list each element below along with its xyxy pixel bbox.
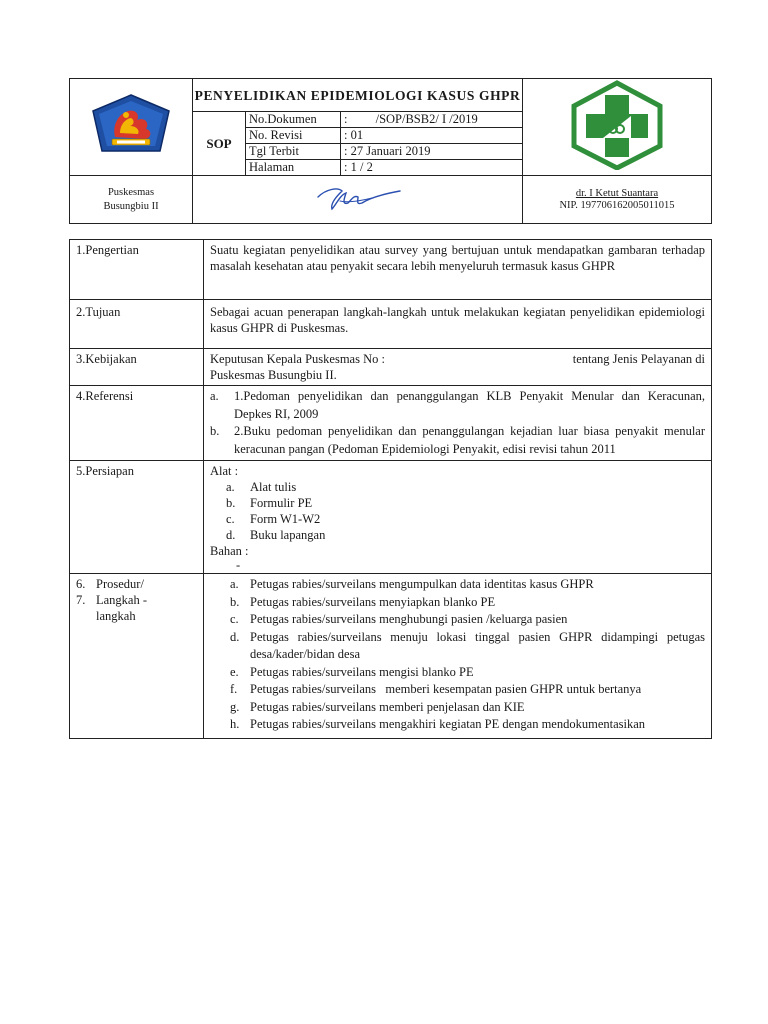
alat-list xyxy=(210,479,705,543)
list-item xyxy=(210,611,705,629)
section-pengertian xyxy=(70,240,712,300)
list-marker: c. xyxy=(226,512,235,526)
meta-label: No. Revisi xyxy=(246,128,341,144)
section-persiapan xyxy=(70,461,712,574)
meta-row xyxy=(246,112,522,128)
label-text: langkah xyxy=(96,609,136,623)
list-text: Petugas rabies/surveilans mengumpulkan data identitas kasus GHPR xyxy=(250,577,594,591)
label-number: 7. xyxy=(76,593,86,607)
list-text: Petugas rabies/surveilans menyiapkan blanko PE xyxy=(250,594,496,609)
list-text: Formulir PE xyxy=(250,496,313,510)
org-line1: Puskesmas xyxy=(107,186,155,198)
kebijakan-text-line2: Puskesmas Busungbiu II. xyxy=(210,368,337,382)
bahan-label: Bahan : xyxy=(210,544,249,558)
section-kebijakan xyxy=(70,349,712,386)
list-marker: b. xyxy=(210,424,220,438)
list-marker: d. xyxy=(230,629,240,644)
section-label: 1.Pengertian xyxy=(70,240,204,300)
list-marker: f. xyxy=(230,682,238,696)
section-referensi xyxy=(70,386,712,461)
list-text: Alat tulis xyxy=(250,480,297,494)
meta-row xyxy=(246,128,522,144)
meta-row xyxy=(246,160,522,176)
meta-row xyxy=(246,144,522,160)
section-text xyxy=(204,349,712,386)
list-text: Buku lapangan xyxy=(250,528,326,542)
list-item xyxy=(210,594,705,612)
org-name xyxy=(70,176,193,224)
section-list xyxy=(204,386,712,461)
list-marker: d. xyxy=(226,528,236,542)
list-item xyxy=(210,423,705,458)
sop-label: SOP xyxy=(193,112,246,176)
meta-label: Tgl Terbit xyxy=(246,144,341,160)
list-text: 2.Buku pedoman penyelidikan dan penanggulangan kejadian luar biasa penyakit menular keracunan pangan (Pedoman Epidemiologi Penyakit, edisi revisi tahun 2011 xyxy=(234,424,705,456)
signer-nip: NIP. 197706162005011015 xyxy=(559,199,675,211)
list-item xyxy=(210,681,705,699)
meta-value: : 27 Januari 2019 xyxy=(341,144,523,160)
list-item xyxy=(210,629,705,664)
list-text: Petugas rabies/surveilans mengakhiri kegiatan PE dengan mendokumentasikan xyxy=(250,717,646,731)
list-text: Petugas rabies/surveilans memberi penjelasan dan KIE xyxy=(250,699,525,714)
list-marker: c. xyxy=(230,612,239,626)
label-text: Prosedur/ xyxy=(96,577,144,591)
list-text: Petugas rabies/surveilans menuju lokasi tinggal pasien GHPR didampingi petugas desa/kader/bidan desa xyxy=(250,629,705,661)
section-label: 3.Kebijakan xyxy=(70,349,204,386)
list-marker: h. xyxy=(230,717,240,731)
section-label: 4.Referensi xyxy=(70,386,204,461)
meta-value: : 1 / 2 xyxy=(341,160,523,176)
signature-cell xyxy=(193,176,523,224)
left-logo-cell xyxy=(70,79,193,176)
list-text: Form W1-W2 xyxy=(250,512,321,526)
list-text: 1.Pedoman penyelidikan dan penanggulangan KLB Penyakit Menular dan Keracunan, Depkes RI, 2009 xyxy=(234,389,705,421)
list-marker: e. xyxy=(230,664,239,679)
section-list xyxy=(204,461,712,574)
label-text: Langkah - xyxy=(96,593,148,607)
section-list xyxy=(204,574,712,739)
list-item xyxy=(210,479,705,495)
puskesmas-logo-icon xyxy=(567,80,667,170)
meta-table xyxy=(246,112,522,175)
org-line2: Busungbiu II xyxy=(103,200,159,212)
list-item xyxy=(210,495,705,511)
signer-block xyxy=(523,176,712,224)
section-label: 5.Persiapan xyxy=(70,461,204,574)
meta-label: No.Dokumen xyxy=(249,112,317,126)
prosedur-list xyxy=(210,576,705,734)
kebijakan-text-left: Keputusan Kepala Puskesmas No : xyxy=(210,352,385,366)
referensi-list xyxy=(210,388,705,458)
signature-icon xyxy=(312,181,404,213)
list-item xyxy=(210,716,705,734)
list-marker: a. xyxy=(210,389,219,403)
meta-value: : 01 xyxy=(341,128,523,144)
list-text: Petugas rabies/surveilans menghubungi pasien /keluarga pasien xyxy=(250,612,568,626)
list-marker: a. xyxy=(230,577,239,591)
label-number: 6. xyxy=(76,577,86,591)
section-prosedur xyxy=(70,574,712,739)
kebijakan-text-right: tentang Jenis Pelayanan di xyxy=(572,352,705,366)
section-text: Suatu kegiatan penyelidikan atau survey yang bertujuan untuk mendapatkan gambaran terhadap masalah kesehatan atau penyakit secara lebih menyeluruh termasuk kasus GHPR xyxy=(204,240,712,300)
list-text: Petugas rabies/surveilans mengisi blanko PE xyxy=(250,664,474,679)
list-item xyxy=(210,664,705,682)
list-item xyxy=(210,527,705,543)
document-title: PENYELIDIKAN EPIDEMIOLOGI KASUS GHPR xyxy=(193,79,523,112)
document-meta xyxy=(246,112,523,176)
list-item xyxy=(210,511,705,527)
list-item xyxy=(210,576,705,594)
list-item xyxy=(210,699,705,717)
list-marker: g. xyxy=(230,699,240,714)
section-tujuan xyxy=(70,300,712,349)
list-item xyxy=(210,388,705,423)
list-text: Petugas rabies/surveilans memberi kesempatan pasien GHPR untuk bertanya xyxy=(250,682,642,696)
bahan-item: - xyxy=(236,558,241,572)
alat-label: Alat : xyxy=(210,464,239,478)
section-label xyxy=(70,574,204,739)
section-label: 2.Tujuan xyxy=(70,300,204,349)
list-marker: b. xyxy=(230,594,240,609)
list-marker: a. xyxy=(226,480,235,494)
regency-emblem-icon xyxy=(90,93,172,157)
list-marker: b. xyxy=(226,496,236,510)
signer-name: dr. I Ketut Suantara xyxy=(575,187,659,199)
meta-label: Halaman xyxy=(246,160,341,176)
section-text: Sebagai acuan penerapan langkah-langkah untuk melakukan kegiatan penyelidikan epidemiologi kasus GHPR di Puskesmas. xyxy=(204,300,712,349)
meta-value: : /SOP/BSB2/ I /2019 xyxy=(341,112,523,128)
sop-header-table xyxy=(69,78,712,224)
right-logo-cell xyxy=(523,79,712,176)
sop-content-table xyxy=(69,239,712,739)
